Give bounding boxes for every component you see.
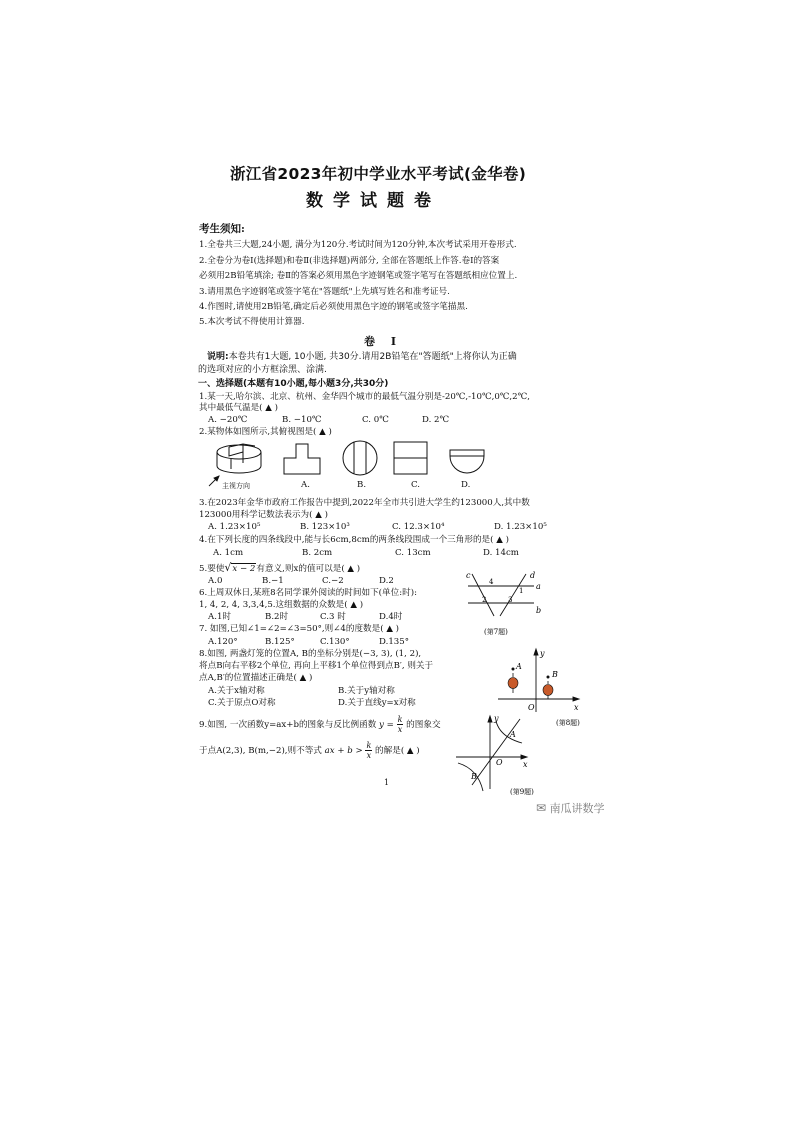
q5-post: 有意义,则x的值可以是( ▲ ) xyxy=(256,564,361,574)
q7-option-a: A.120° xyxy=(208,637,238,647)
lantern-b-icon xyxy=(543,681,553,699)
exam-subtitle: 数学试题卷 xyxy=(306,191,441,211)
notice-item: 必须用2B铅笔填涂; 卷Ⅱ的答案必须用黑色字迹钢笔或签字笔写在答题纸相应位置上. xyxy=(199,271,518,281)
label-y: y xyxy=(540,649,545,658)
label-A: A xyxy=(510,730,516,739)
page-number: 1 xyxy=(384,778,390,787)
q3-option-d: D. 1.23×10⁵ xyxy=(494,522,547,532)
q9-pre-2: 于点A(2,3), B(m,−2),则不等式 xyxy=(199,746,322,756)
q7-stem: 7. 如图,已知∠1=∠2=∠3=50°,则∠4的度数是( ▲ ) xyxy=(199,624,400,634)
lantern-a-icon xyxy=(508,673,518,693)
angle-1: 1 xyxy=(519,587,524,595)
label-x: x xyxy=(523,760,528,769)
q4-option-a: A. 1cm xyxy=(213,548,244,558)
q8-option-b: B.关于y轴对称 xyxy=(338,686,395,696)
q1-stem: 其中最低气温是( ▲ ) xyxy=(199,403,278,413)
q9-stem-2 xyxy=(199,740,420,762)
y-axis-arrow xyxy=(488,716,492,722)
part-heading: 一、选择题(本题有10小题,每小题3分,共30分) xyxy=(198,379,389,389)
q6-option-a: A.1时 xyxy=(208,612,231,622)
q5-radicand: x − 2 xyxy=(232,564,256,574)
notice-heading: 考生须知: xyxy=(199,223,245,235)
q4-option-d: D. 14cm xyxy=(483,548,519,558)
angle-4: 4 xyxy=(489,578,494,586)
label-a: a xyxy=(536,582,541,591)
q9-figure xyxy=(452,713,542,801)
point-a xyxy=(512,668,515,671)
q2-option-d-figure xyxy=(450,450,484,473)
label-x: x xyxy=(574,703,579,712)
label-B: B xyxy=(471,772,477,781)
q7-caption: (第7题) xyxy=(484,628,508,636)
q8-option-c: C.关于原点O对称 xyxy=(208,698,276,708)
q8-option-d: D.关于直线y=x对称 xyxy=(338,698,416,708)
notice-item: 3.请用黑色字迹钢笔或签字笔在"答题纸"上先填写姓名和准考证号. xyxy=(199,287,450,297)
q5-stem xyxy=(199,562,360,575)
q9-y-eq: y = xyxy=(379,720,394,730)
q2-option-a: A. xyxy=(301,480,310,490)
q6-option-b: B.2时 xyxy=(265,612,289,622)
line-d xyxy=(500,574,526,616)
q5-pre: 5.要使 xyxy=(199,564,225,574)
notice-item: 1.全卷共三大题,24小题, 满分为120分.考试时间为120分钟,本次考试采用开卷形式. xyxy=(199,240,517,250)
q2-option-c: C. xyxy=(411,480,421,490)
q3-stem: 123000用科学记数法表示为( ▲ ) xyxy=(199,510,328,520)
notice-item: 5.本次考试不得使用计算器. xyxy=(199,317,305,327)
q2-option-d: D. xyxy=(461,480,471,490)
q2-option-b: B. xyxy=(357,480,367,490)
q8-option-a: A.关于x轴对称 xyxy=(208,686,265,696)
watermark xyxy=(536,800,605,816)
notice-item: 4.作图时,请使用2B铅笔,确定后必须使用黑色字迹的钢笔或签字笔描黑. xyxy=(199,302,468,312)
y-axis-arrow xyxy=(534,649,538,655)
q9-caption: (第9题) xyxy=(510,788,534,796)
q2-option-c-figure xyxy=(394,442,427,474)
q4-stem: 4.在下列长度的四条线段中,能与长6cm,8cm的两条线段围成一个三角形的是( ▲ ) xyxy=(199,535,509,545)
hyperbola-branch-1 xyxy=(496,721,522,743)
q9-fraction-2 xyxy=(365,741,372,760)
q1-option-c: C. 0℃ xyxy=(362,415,389,425)
view-direction-arrow xyxy=(209,476,219,486)
q3-option-c: C. 12.3×10⁴ xyxy=(392,522,445,532)
q6-stem: 1, 4, 2, 4, 3,3,4,5.这组数据的众数是( ▲ ) xyxy=(199,600,364,610)
q9-pre: 9.如图, 一次函数y=ax+b的图象与反比例函数 xyxy=(199,720,377,730)
q7-option-b: B.125° xyxy=(265,637,295,647)
q9-frac-den-2: x xyxy=(366,751,372,760)
q5-option-d: D.2 xyxy=(379,576,394,586)
angle-2: 2 xyxy=(482,596,487,604)
q9-frac-num-2: k xyxy=(366,741,372,750)
q5-option-a: A.0 xyxy=(208,576,223,586)
q2-option-b-figure xyxy=(343,441,377,475)
label-A: A xyxy=(516,662,522,671)
q8-stem: 点A,B′的位置描述正确是( ▲ ) xyxy=(199,673,313,683)
q7-figure xyxy=(460,566,550,646)
watermark-text: 南瓜讲数学 xyxy=(549,802,605,815)
wechat-logo-icon: ✉ xyxy=(536,801,547,815)
q2-solid-figure xyxy=(217,444,261,473)
label-d: d xyxy=(530,571,536,580)
q4-option-c: C. 13cm xyxy=(395,548,431,558)
label-c: c xyxy=(466,571,471,580)
q7-option-c: C.130° xyxy=(320,637,350,647)
q6-stem: 6.上周双休日,某班8名同学课外阅读的时间如下(单位:时): xyxy=(199,588,417,598)
angle-3: 3 xyxy=(508,596,513,604)
q9-fraction xyxy=(397,715,404,734)
q8-stem: 将点B向右平移2个单位, 再向上平移1个单位得到点B′, 则关于 xyxy=(199,661,434,671)
q1-stem: 1.某一天,哈尔滨、北京、杭州、金华四个城市的最低气温分别是-20℃,-10℃,0℃,2℃, xyxy=(199,392,530,402)
q9-post: 的图象交 xyxy=(406,720,441,730)
q5-option-b: B.−1 xyxy=(262,576,284,586)
q9-post-2: 的解是( ▲ ) xyxy=(375,746,420,756)
q2-stem: 2.某物体如图所示,其俯视图是( ▲ ) xyxy=(199,427,332,437)
q6-option-c: C.3 时 xyxy=(320,612,346,622)
desc-line2: 的选项对应的小方框涂黑、涂满. xyxy=(198,365,327,375)
x-axis-arrow xyxy=(521,755,527,759)
q5-option-c: C.−2 xyxy=(322,576,344,586)
section-juan-1: 卷 Ⅰ xyxy=(364,335,402,348)
label-b: b xyxy=(536,606,542,615)
q3-stem: 3.在2023年金华市政府工作报告中提到,2022年全市共引进大学生约123000人,其中数 xyxy=(199,498,530,508)
notice-item: 2.全卷分为卷Ⅰ(选择题)和卷Ⅱ(非选择题)两部分, 全部在答题纸上作答.卷Ⅰ的答案 xyxy=(199,256,500,266)
q2-view-label: 主视方向 xyxy=(222,482,250,490)
label-y: y xyxy=(494,714,499,723)
label-B: B xyxy=(552,670,558,679)
desc-line1: 本卷共有1大题, 10小题, 共30分.请用2B铅笔在"答题纸"上将你认为正确 xyxy=(228,352,517,362)
q9-ineq: ax + b > xyxy=(324,746,363,756)
q1-option-b: B. −10℃ xyxy=(282,415,322,425)
q2-option-a-figure xyxy=(284,444,320,474)
q1-option-a: A. −20℃ xyxy=(208,415,248,425)
q4-option-b: B. 2cm xyxy=(302,548,333,558)
point-b xyxy=(547,676,550,679)
q3-option-a: A. 1.23×10⁵ xyxy=(208,522,261,532)
label-O: O xyxy=(496,758,503,767)
q9-frac-num: k xyxy=(397,715,403,724)
q7-option-d: D.135° xyxy=(379,637,410,647)
desc-label: 说明: xyxy=(207,352,229,362)
x-axis-arrow xyxy=(573,697,579,701)
exam-title: 浙江省2023年初中学业水平考试(金华卷) xyxy=(230,165,527,183)
label-O: O xyxy=(528,703,535,712)
sqrt-sign: √ xyxy=(224,561,232,574)
q6-option-d: D.4时 xyxy=(379,612,403,622)
q9-frac-den: x xyxy=(397,725,403,734)
q8-stem: 8.如图, 两盏灯笼的位置A, B的坐标分别是(−3, 3), (1, 2), xyxy=(199,649,422,659)
linear-function-line xyxy=(472,719,520,785)
q3-option-b: B. 123×10³ xyxy=(300,522,350,532)
q1-option-d: D. 2℃ xyxy=(422,415,450,425)
q8-caption: (第8题) xyxy=(556,719,580,727)
q9-stem xyxy=(199,714,441,736)
